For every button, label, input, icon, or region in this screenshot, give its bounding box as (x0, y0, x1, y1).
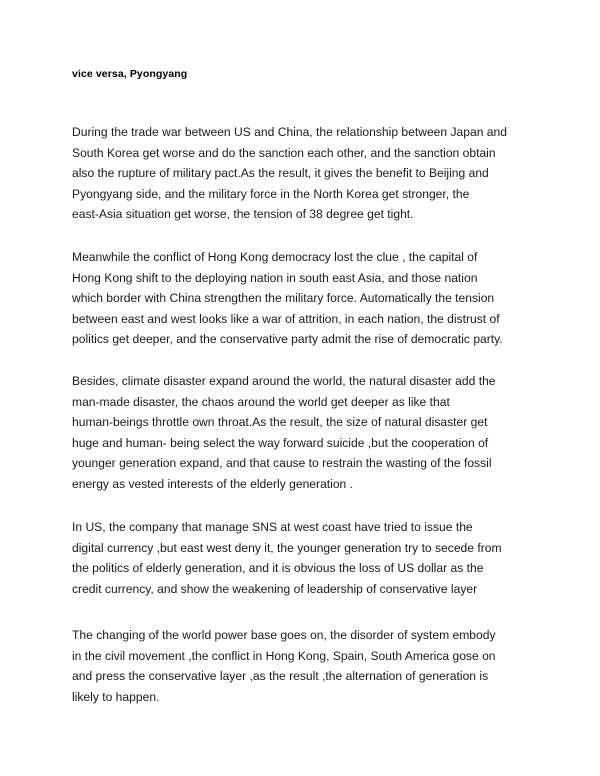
paragraph-line: energy as vested interests of the elderly generation . (72, 476, 354, 491)
paragraph-line: and press the conservative layer ,as the result ,the alternation of generation is (72, 669, 489, 684)
paragraph-power-base (72, 625, 496, 707)
paragraph-line: the politics of elderly generation, and it is obvious the loss of US dollar as the (72, 561, 484, 576)
paragraph-line: Pyongyang side, and the military force in the North Korea get stronger, the (72, 186, 470, 201)
paragraph-line: Meanwhile the conflict of Hong Kong democracy lost the clue , the capital of (72, 250, 478, 264)
paragraph-trade-war (72, 122, 507, 225)
paragraph-line: Besides, climate disaster expand around the world, the natural disaster add the (72, 374, 496, 388)
paragraph-line: In US, the company that manage SNS at west coast have tried to issue the (72, 520, 473, 534)
paragraph-line: South Korea get worse and do the sanction each other, and the sanction obtain (72, 145, 496, 160)
paragraph-line: Hong Kong shift to the deploying nation in south east Asia, and those nation (72, 270, 478, 285)
paragraph-line: likely to happen. (72, 689, 160, 704)
paragraph-line: man-made disaster, the chaos around the world get deeper as like that (72, 394, 450, 409)
paragraph-line: politics get deeper, and the conservative party admit the rise of democratic party. (72, 332, 503, 347)
document-title: vice versa, Pyongyang (72, 68, 188, 80)
paragraph-line: which border with China strengthen the military force. Automatically the tension (72, 291, 495, 306)
paragraph-line: in the civil movement ,the conflict in Hong Kong, Spain, South America gose on (72, 648, 496, 663)
paragraph-line: credit currency, and show the weakening of leadership of conservative layer (72, 581, 478, 596)
paragraph-us-currency (72, 517, 502, 599)
paragraph-line: east-Asia situation get worse, the tension of 38 degree get tight. (72, 207, 414, 222)
paragraph-line: younger generation expand, and that cause to restrain the wasting of the fossil (72, 456, 492, 471)
paragraph-line: human-beings throttle own throat.As the result, the size of natural disaster get (72, 415, 488, 430)
paragraph-hong-kong (72, 247, 503, 350)
paragraph-line: huge and human- being select the way forward suicide ,but the cooperation of (72, 435, 489, 450)
paragraph-line: between east and west looks like a war of attrition, in each nation, the distrust of (72, 311, 500, 326)
paragraph-line: During the trade war between US and China, the relationship between Japan and (72, 125, 507, 139)
paragraph-line: The changing of the world power base goes on, the disorder of system embody (72, 628, 496, 642)
paragraph-line: digital currency ,but east west deny it, the younger generation try to secede from (72, 540, 502, 555)
paragraph-climate (72, 371, 496, 495)
paragraph-line: also the rupture of military pact.As the result, it gives the benefit to Beijing and (72, 166, 489, 181)
